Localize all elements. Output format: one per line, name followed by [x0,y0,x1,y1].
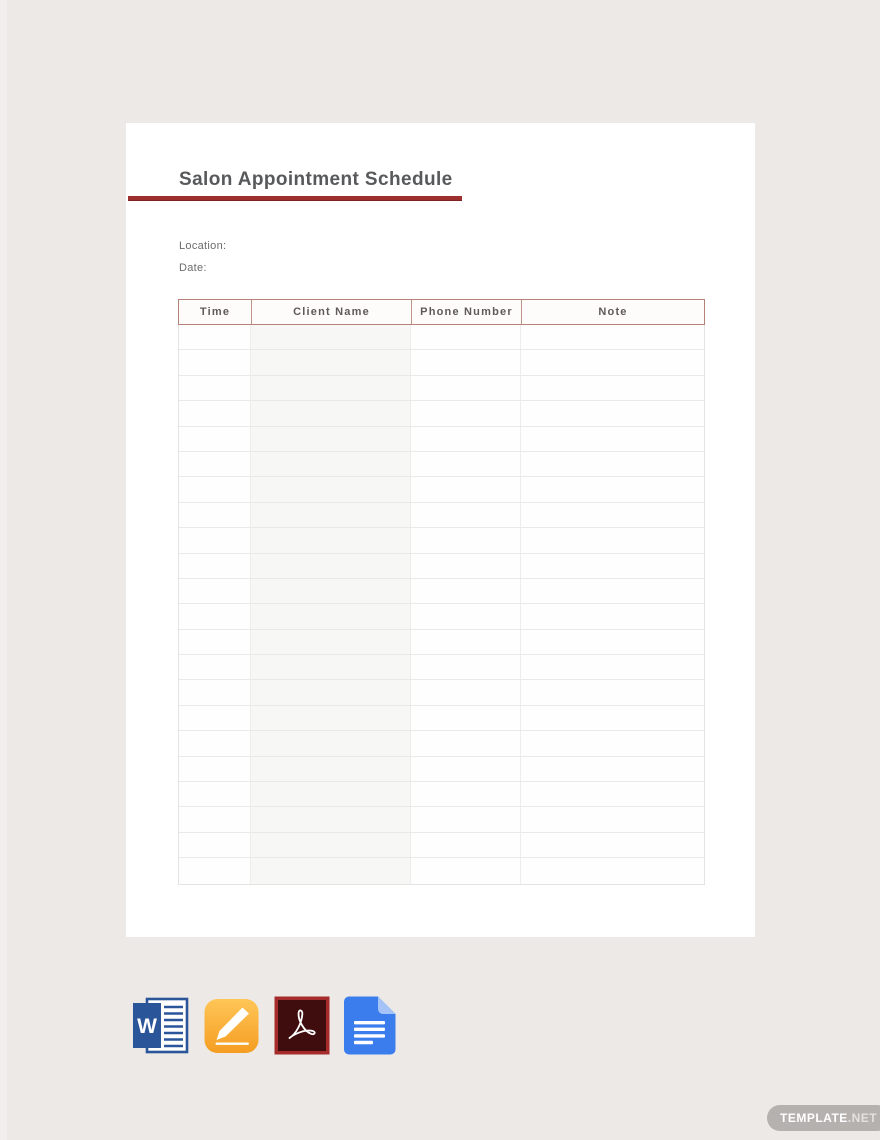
table-row [179,807,704,832]
table-cell [251,376,411,400]
table-cell [251,731,411,755]
table-cell [251,604,411,628]
table-cell [521,858,704,883]
table-cell [251,350,411,374]
table-cell [179,579,251,603]
table-cell [411,579,521,603]
table-cell [251,655,411,679]
table-cell [179,706,251,730]
table-row [179,477,704,502]
table-cell [521,655,704,679]
table-cell [179,807,251,831]
table-cell [521,833,704,857]
column-header-note: Note [521,300,704,324]
table-row [179,604,704,629]
table-cell [521,706,704,730]
table-cell [251,858,411,883]
table-cell [521,350,704,374]
table-cell [521,554,704,578]
table-cell [521,325,704,349]
date-label: Date: [179,262,207,274]
table-row [179,503,704,528]
table-cell [251,579,411,603]
table-cell [411,858,521,883]
left-edge-strip [0,0,7,1140]
table-cell [521,807,704,831]
table-row [179,655,704,680]
table-cell [521,757,704,781]
table-cell [251,630,411,654]
table-row [179,528,704,553]
document-page [126,123,755,937]
table-row [179,427,704,452]
table-row [179,858,704,883]
table-cell [411,833,521,857]
table-cell [179,477,251,501]
table-cell [179,401,251,425]
table-cell [411,731,521,755]
column-header-client-name: Client Name [251,300,411,324]
table-cell [411,757,521,781]
template-net-watermark [767,1105,880,1131]
table-body [178,325,705,885]
svg-text:W: W [137,1015,157,1038]
table-cell [411,630,521,654]
table-cell [521,604,704,628]
table-row [179,680,704,705]
table-cell [521,630,704,654]
table-cell [411,604,521,628]
column-header-phone-number: Phone Number [411,300,521,324]
table-cell [521,401,704,425]
table-cell [179,833,251,857]
table-cell [251,503,411,527]
table-cell [251,477,411,501]
appointment-table [178,299,705,885]
table-row [179,554,704,579]
table-row [179,731,704,756]
table-cell [411,807,521,831]
table-cell [521,528,704,552]
table-cell [251,452,411,476]
table-cell [179,376,251,400]
table-cell [411,325,521,349]
table-row [179,706,704,731]
table-cell [521,376,704,400]
table-cell [521,731,704,755]
table-cell [521,503,704,527]
page-title: Salon Appointment Schedule [179,169,453,190]
table-cell [411,376,521,400]
table-cell [411,477,521,501]
location-label: Location: [179,240,227,252]
table-cell [179,554,251,578]
table-cell [411,350,521,374]
table-cell [179,325,251,349]
table-cell [411,452,521,476]
table-cell [411,528,521,552]
table-cell [411,427,521,451]
table-cell [251,528,411,552]
table-cell [251,554,411,578]
table-cell [251,427,411,451]
column-header-time: Time [199,306,231,318]
table-cell [411,554,521,578]
table-cell [179,731,251,755]
table-cell [411,706,521,730]
apple-pages-icon[interactable] [204,998,259,1054]
table-cell [521,477,704,501]
table-cell [411,503,521,527]
table-row [179,325,704,350]
table-cell [179,655,251,679]
table-row [179,630,704,655]
table-cell [251,782,411,806]
adobe-pdf-icon[interactable] [274,996,330,1055]
table-cell [179,782,251,806]
table-cell [251,325,411,349]
table-cell [251,833,411,857]
table-row [179,350,704,375]
table-cell [179,630,251,654]
table-cell [521,579,704,603]
table-cell [251,807,411,831]
table-cell [179,680,251,704]
table-header-row [178,299,705,325]
table-cell [521,782,704,806]
table-row [179,833,704,858]
table-cell [179,503,251,527]
table-cell [521,452,704,476]
table-row [179,401,704,426]
table-cell [411,680,521,704]
table-row [179,579,704,604]
table-cell [179,427,251,451]
table-cell [521,427,704,451]
microsoft-word-icon[interactable] [133,997,189,1055]
table-cell [411,401,521,425]
table-row [179,376,704,401]
table-cell [179,452,251,476]
brand-name: TEMPLATE [780,1111,848,1125]
table-cell [179,350,251,374]
google-docs-icon[interactable] [343,996,396,1055]
brand-suffix: .NET [847,1111,878,1125]
table-cell [251,680,411,704]
table-cell [411,655,521,679]
table-cell [179,604,251,628]
table-row [179,452,704,477]
table-row [179,782,704,807]
table-cell [179,528,251,552]
table-cell [179,757,251,781]
table-cell [179,858,251,883]
title-underline-rule [128,196,462,201]
table-cell [251,706,411,730]
table-cell [251,757,411,781]
table-cell [521,680,704,704]
table-row [179,757,704,782]
table-cell [251,401,411,425]
table-cell [411,782,521,806]
